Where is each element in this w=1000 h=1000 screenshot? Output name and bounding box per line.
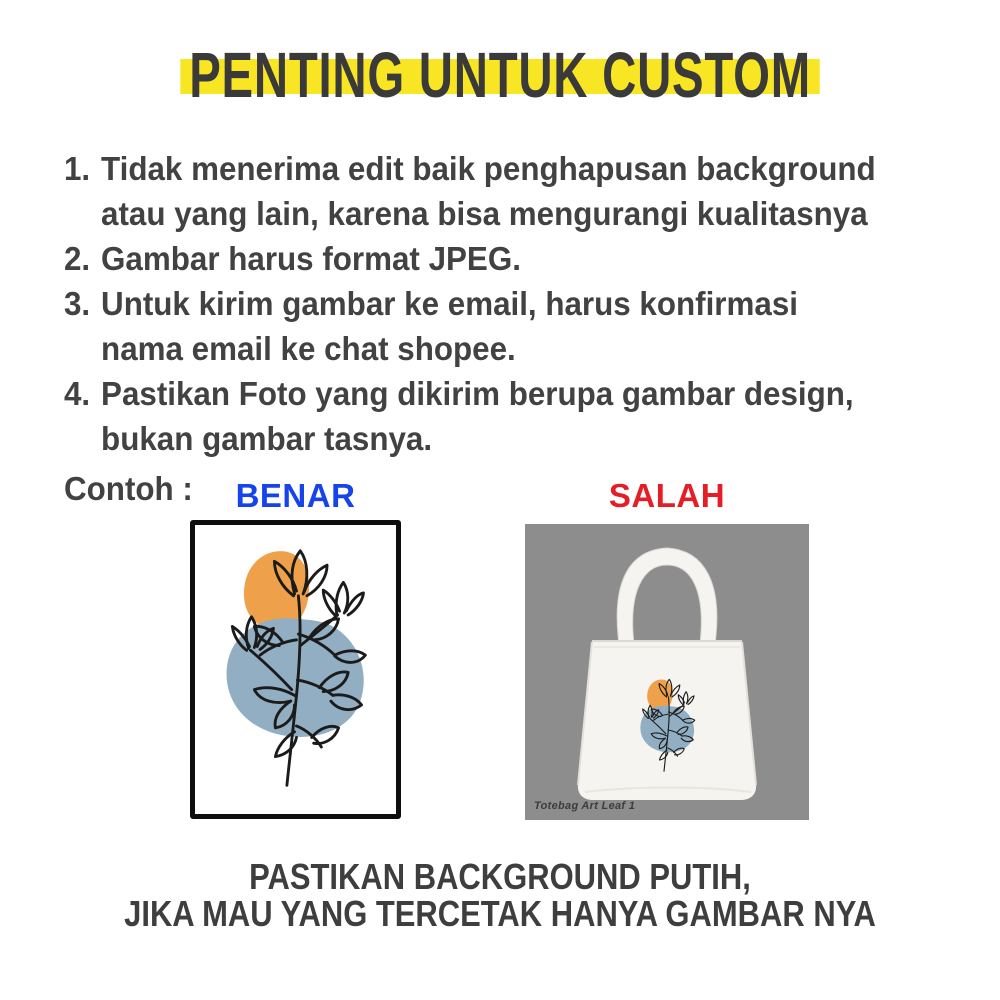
rule-item-4 xyxy=(64,371,948,461)
flower-artwork-image xyxy=(195,525,396,814)
footer-note xyxy=(0,858,1000,932)
rules-list xyxy=(64,146,948,511)
rule-text-line: Untuk kirim gambar ke email, harus konfirmasi xyxy=(101,285,798,322)
correct-example-box xyxy=(190,520,401,819)
rule-item-2 xyxy=(64,236,948,281)
rule-text-line: Pastikan Foto yang dikirim berupa gambar design, xyxy=(101,375,854,412)
wrong-example-photo xyxy=(525,524,809,820)
page-title: PENTING UNTUK CUSTOM xyxy=(180,40,819,110)
rule-item-3 xyxy=(64,281,948,371)
rule-number: 1. xyxy=(64,150,91,187)
rule-text-line: bukan gambar tasnya. xyxy=(101,420,433,457)
tote-bag-illustration xyxy=(525,524,809,820)
rule-text-line: atau yang lain, karena bisa mengurangi kualitasnya xyxy=(101,195,868,232)
rule-item-1 xyxy=(64,146,948,236)
rule-number: 4. xyxy=(64,375,91,412)
footer-line: JIKA MAU YANG TERCETAK HANYA GAMBAR NYA xyxy=(124,893,876,934)
benar-label: BENAR xyxy=(235,477,356,514)
rule-text-line: Gambar harus format JPEG. xyxy=(101,240,521,277)
rule-number: 2. xyxy=(64,240,91,277)
title-wrap xyxy=(0,40,1000,110)
contoh-label: Contoh : xyxy=(64,470,193,507)
salah-label: SALAH xyxy=(608,477,726,514)
rule-number: 3. xyxy=(64,285,91,322)
rule-text-line: nama email ke chat shopee. xyxy=(101,330,516,367)
footer-line: PASTIKAN BACKGROUND PUTIH, xyxy=(249,856,751,897)
tote-photo-caption: Totebag Art Leaf 1 xyxy=(534,800,636,812)
rule-text-line: Tidak menerima edit baik penghapusan background xyxy=(101,150,876,187)
